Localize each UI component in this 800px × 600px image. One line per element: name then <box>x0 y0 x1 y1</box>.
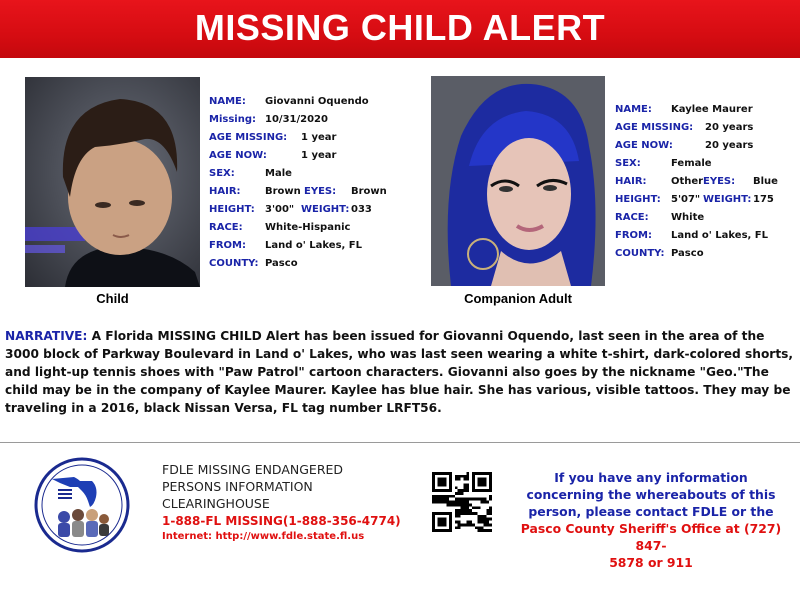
field-label: RACE: <box>615 212 649 223</box>
adult-height-row <box>615 191 795 209</box>
child-county: Pasco <box>265 258 298 269</box>
alert-banner <box>0 0 800 58</box>
child-from-row <box>209 237 409 255</box>
narrative-text: A Florida MISSING CHILD Alert has been issued for Giovanni Oquendo, last seen in the area of the 3000 block of Parkway Boulevard in Land o' Lakes, who was last seen wearing a white t-shirt, dark-colored shorts, and light-up tennis shoes with "Paw Patrol" cartoon characters. Giovanni also goes by the nickname "Geo."The child may be in the company of Kaylee Maurer. Kaylee has blue hair. She has various, visible tattoos. They may be traveling in a 2016, black Nissan Versa, FL tag number LRFT56. <box>5 329 794 415</box>
adult-photo <box>431 76 605 286</box>
adult-county-row <box>615 245 795 263</box>
field-label: FROM: <box>615 230 652 241</box>
clearinghouse-line-1: FDLE MISSING ENDANGERED <box>162 462 344 477</box>
adult-hair-row <box>615 173 795 191</box>
child-county-row <box>209 255 409 273</box>
adult-age-missing: 20 years <box>705 122 754 133</box>
adult-caption: Companion Adult <box>464 291 572 306</box>
adult-height: 5'07" <box>671 194 701 205</box>
field-label: AGE MISSING: <box>615 122 694 133</box>
field-label: NAME: <box>209 96 246 107</box>
field-label: COUNTY: <box>615 248 665 259</box>
field-label: WEIGHT: <box>703 194 752 205</box>
child-name: Giovanni Oquendo <box>265 96 369 107</box>
alert-title: MISSING CHILD ALERT <box>194 7 606 48</box>
field-label: WEIGHT: <box>301 204 350 215</box>
adult-sex-row <box>615 155 795 173</box>
child-sex-row <box>209 165 409 183</box>
contact-line-3: person, please contact FDLE or the <box>528 504 774 519</box>
field-label: FROM: <box>209 240 246 251</box>
child-photo <box>25 77 200 287</box>
adult-eyes: Blue <box>753 176 778 187</box>
child-sex: Male <box>265 168 292 179</box>
child-age-now: 1 year <box>301 150 337 161</box>
field-label: NAME: <box>615 104 652 115</box>
child-age-now-row <box>209 147 409 165</box>
field-label: SEX: <box>615 158 641 169</box>
website-link[interactable]: Internet: http://www.fdle.state.fl.us <box>162 531 365 542</box>
field-label: AGE NOW: <box>615 140 673 151</box>
child-age-missing-row <box>209 129 409 147</box>
clearinghouse-line-3: CLEARINGHOUSE <box>162 496 270 511</box>
child-info <box>209 93 409 273</box>
narrative <box>5 327 795 417</box>
field-label: COUNTY: <box>209 258 259 269</box>
adult-from: Land o' Lakes, FL <box>671 230 769 241</box>
adult-weight: 175 <box>753 194 774 205</box>
field-label: AGE NOW: <box>209 150 267 161</box>
adult-sex: Female <box>671 158 712 169</box>
child-from: Land o' Lakes, FL <box>265 240 363 251</box>
child-hair: Brown <box>265 186 301 197</box>
child-name-row <box>209 93 409 111</box>
field-label: HEIGHT: <box>615 194 661 205</box>
adult-race: White <box>671 212 705 223</box>
field-label: SEX: <box>209 168 235 179</box>
adult-from-row <box>615 227 795 245</box>
field-label: EYES: <box>703 176 736 187</box>
child-missing-date: 10/31/2020 <box>265 114 328 125</box>
adult-age-missing-row <box>615 119 795 137</box>
field-label: Missing: <box>209 114 256 125</box>
contact-line-4: Pasco County Sheriff's Office at (727) 847- <box>520 521 782 553</box>
adult-name-row <box>615 101 795 119</box>
field-label: EYES: <box>304 186 337 197</box>
child-race-row <box>209 219 409 237</box>
clearinghouse-line-2: PERSONS INFORMATION <box>162 479 313 494</box>
adult-age-now-row <box>615 137 795 155</box>
child-height-row <box>209 201 409 219</box>
contact-info <box>508 469 794 571</box>
narrative-label: NARRATIVE: <box>5 329 88 343</box>
field-label: AGE MISSING: <box>209 132 288 143</box>
child-eyes: Brown <box>351 186 387 197</box>
hotline-phone: 1-888-FL MISSING(1-888-356-4774) <box>162 514 401 528</box>
adult-county: Pasco <box>671 248 704 259</box>
child-height: 3'00" <box>265 204 295 215</box>
child-race: White-Hispanic <box>265 222 351 233</box>
field-label: RACE: <box>209 222 243 233</box>
divider <box>0 442 800 443</box>
field-label: HAIR: <box>209 186 241 197</box>
adult-race-row <box>615 209 795 227</box>
child-weight: 033 <box>351 204 372 215</box>
clearinghouse-name <box>162 461 343 512</box>
adult-name: Kaylee Maurer <box>671 104 753 115</box>
fdle-clearinghouse-seal-icon <box>34 457 130 553</box>
adult-age-now: 20 years <box>705 140 754 151</box>
field-label: HEIGHT: <box>209 204 255 215</box>
child-missing-row <box>209 111 409 129</box>
adult-hair: Other <box>671 176 704 187</box>
adult-info <box>615 101 795 263</box>
child-caption: Child <box>96 291 129 306</box>
field-label: HAIR: <box>615 176 647 187</box>
contact-line-2: concerning the whereabouts of this <box>526 487 776 502</box>
contact-line-5: 5878 or 911 <box>609 555 693 570</box>
child-hair-row <box>209 183 409 201</box>
contact-line-1: If you have any information <box>554 470 748 485</box>
qr-code-icon <box>432 472 492 532</box>
child-age-missing: 1 year <box>301 132 337 143</box>
